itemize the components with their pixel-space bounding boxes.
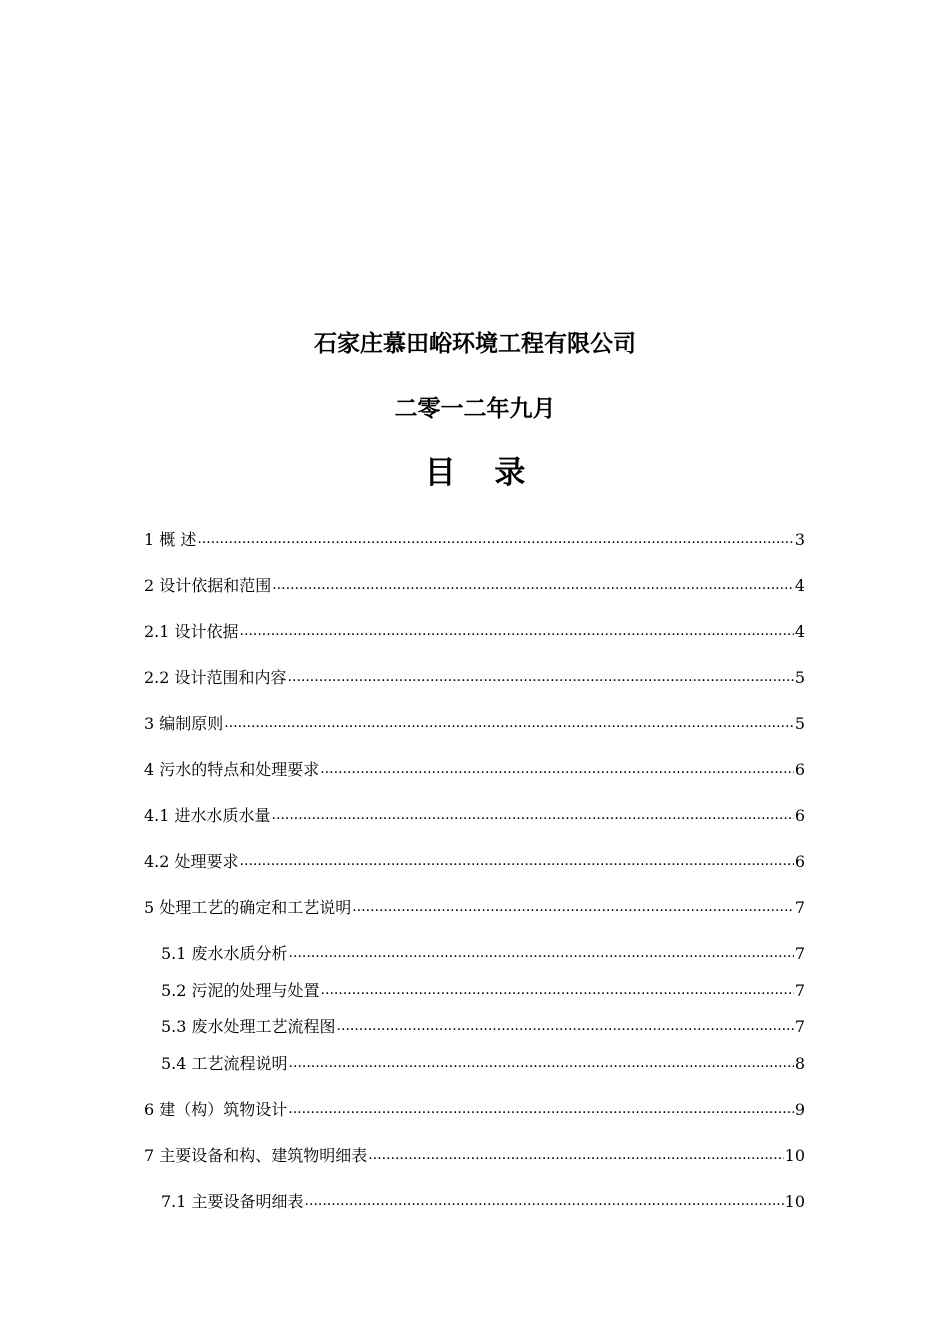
dot-leader (337, 1016, 794, 1036)
toc-entry[interactable] (144, 758, 805, 782)
toc-entry-label: 2.2 设计范围和内容 (144, 668, 287, 687)
dot-leader (272, 575, 794, 595)
dot-leader (272, 805, 794, 825)
toc-entry[interactable] (144, 1098, 805, 1122)
toc-entry[interactable] (161, 1052, 805, 1076)
dot-leader (321, 980, 794, 1000)
toc-entry-page: 9 (794, 1100, 805, 1119)
toc-entry[interactable] (144, 574, 805, 598)
toc-entry-label: 7 主要设备和构、建筑物明细表 (144, 1146, 368, 1165)
toc-entry-page: 6 (794, 806, 805, 825)
toc-entry-label: 2 设计依据和范围 (144, 576, 272, 595)
toc-entry-page: 5 (794, 714, 805, 733)
toc-entry-page: 3 (794, 530, 805, 549)
toc-entry-page: 5 (794, 668, 805, 687)
toc-entry-label: 4.2 处理要求 (144, 852, 239, 871)
toc-entry-label: 4 污水的特点和处理要求 (144, 760, 320, 779)
toc-entry[interactable] (161, 979, 805, 1003)
toc-entry-page: 7 (794, 1017, 805, 1036)
toc-entry-label: 7.1 主要设备明细表 (161, 1192, 304, 1211)
company-name: 石家庄慕田峪环境工程有限公司 (314, 331, 636, 357)
toc-entry-page: 8 (794, 1054, 805, 1073)
toc-entry[interactable] (161, 1015, 805, 1039)
dot-leader (288, 667, 794, 687)
toc-entry-label: 5.2 污泥的处理与处置 (161, 981, 320, 1000)
dot-leader (240, 851, 794, 871)
toc-entry-page: 4 (794, 622, 805, 641)
toc-entry-page: 6 (794, 760, 805, 779)
toc-entry-label: 5 处理工艺的确定和工艺说明 (144, 898, 352, 917)
toc-entry-label: 5.4 工艺流程说明 (161, 1054, 288, 1073)
toc-entry-label: 6 建（构）筑物设计 (144, 1100, 288, 1119)
toc-entry-page: 7 (794, 944, 805, 963)
toc-entry[interactable] (144, 528, 805, 552)
toc-entry-page: 10 (784, 1192, 805, 1211)
toc-entry-page: 4 (794, 576, 805, 595)
toc-entry[interactable] (144, 1144, 805, 1168)
toc-entry-label: 1 概 述 (144, 530, 197, 549)
dot-leader (224, 713, 794, 733)
dot-leader (352, 897, 794, 917)
toc-title: 目 录 (424, 455, 540, 491)
toc-entry-label: 2.1 设计依据 (144, 622, 239, 641)
toc-entry-page: 7 (794, 898, 805, 917)
toc-entry-label: 5.1 废水水质分析 (161, 944, 288, 963)
dot-leader (289, 1053, 794, 1073)
toc-entry[interactable] (144, 850, 805, 874)
toc-entry[interactable] (161, 942, 805, 966)
toc-entry-page: 7 (794, 981, 805, 1000)
toc-entry-label: 3 编制原则 (144, 714, 224, 733)
toc-entry[interactable] (161, 1190, 805, 1214)
toc-entry-page: 6 (794, 852, 805, 871)
toc-entry[interactable] (144, 620, 805, 644)
toc-entry[interactable] (144, 712, 805, 736)
toc-entry-label: 5.3 废水处理工艺流程图 (161, 1017, 336, 1036)
dot-leader (305, 1191, 784, 1211)
toc-entry-page: 10 (784, 1146, 805, 1165)
dot-leader (197, 529, 793, 549)
dot-leader (288, 1099, 794, 1119)
toc-entry[interactable] (144, 804, 805, 828)
document-date: 二零一二年九月 (394, 396, 556, 422)
dot-leader (240, 621, 794, 641)
dot-leader (368, 1145, 783, 1165)
dot-leader (289, 943, 794, 963)
toc-entry[interactable] (144, 666, 805, 690)
toc-entry[interactable] (144, 896, 805, 920)
toc-entry-label: 4.1 进水水质水量 (144, 806, 271, 825)
dot-leader (320, 759, 794, 779)
